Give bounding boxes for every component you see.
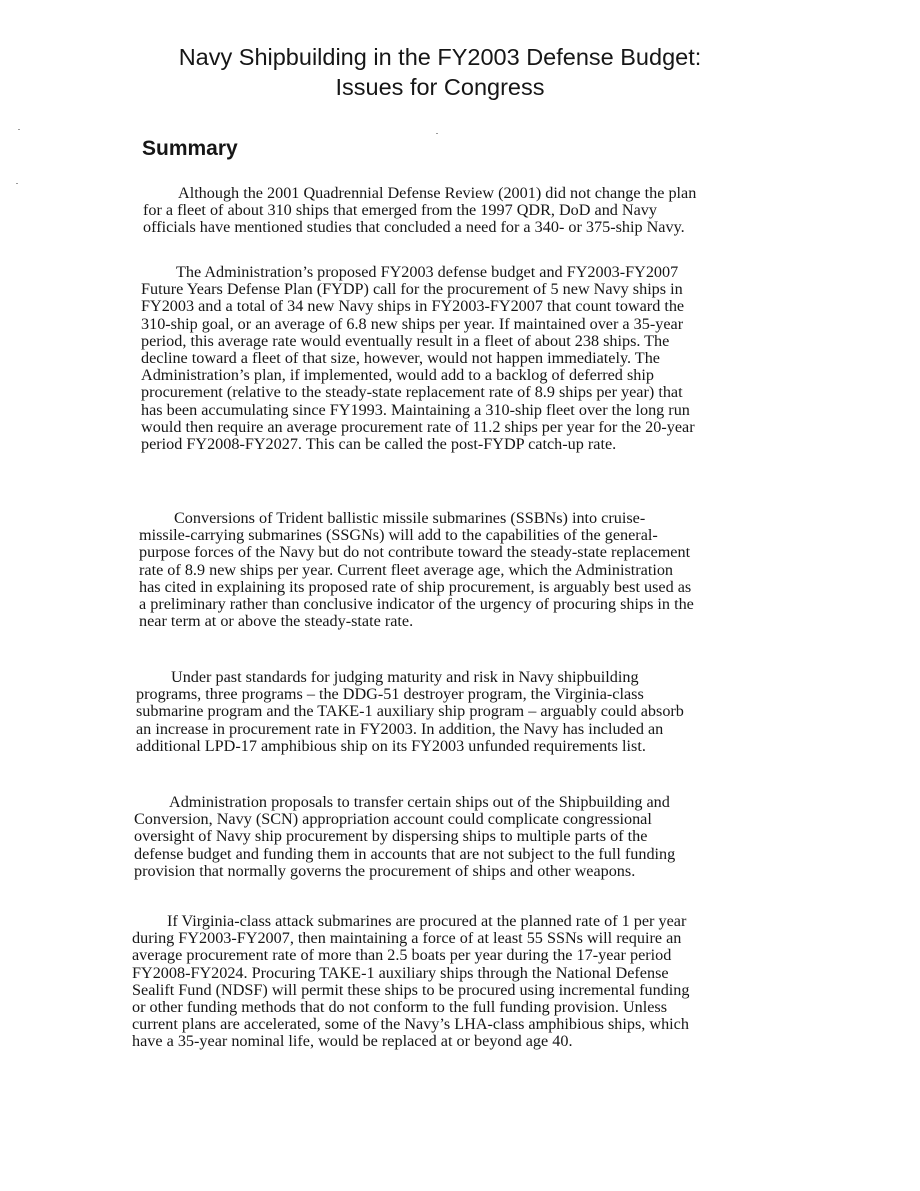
scan-speck [436, 133, 438, 134]
summary-heading: Summary [142, 137, 238, 160]
text-line: 310-ship goal, or an average of 6.8 new ships per year. If maintained over a 35-year [141, 314, 684, 333]
text-line: FY2008-FY2024. Procuring TAKE-1 auxiliary ships through the National Defense [132, 963, 669, 982]
scan-speck [16, 183, 18, 184]
text-line: Conversions of Trident ballistic missile submarines (SSBNs) into cruise- [174, 509, 646, 527]
text-line: procurement (relative to the steady-state replacement rate of 8.9 ships per year) that [141, 383, 683, 402]
paragraph-2 [141, 264, 741, 453]
text-line: would then require an average procurement rate of 11.2 ships per year for the 20-year [141, 417, 695, 436]
paragraph-3 [139, 510, 739, 630]
text-line: average procurement rate of more than 2.5 boats per year during the 17-year period [132, 946, 672, 965]
text-line: oversight of Navy ship procurement by dispersing ships to multiple parts of the [134, 827, 648, 846]
text-line: programs, three programs – the DDG-51 destroyer program, the Virginia-class [136, 685, 644, 704]
text-line: rate of 8.9 new ships per year. Current fleet average age, which the Administration [139, 560, 674, 579]
text-line: If Virginia-class attack submarines are procured at the planned rate of 1 per year [167, 912, 687, 930]
text-line: The Administration’s proposed FY2003 defense budget and FY2003-FY2007 [176, 263, 679, 281]
text-line: have a 35-year nominal life, would be replaced at or beyond age 40. [132, 1032, 573, 1051]
text-line: decline toward a fleet of that size, however, would not happen immediately. The [141, 349, 660, 368]
text-line: near term at or above the steady-state rate. [139, 612, 414, 631]
text-line: purpose forces of the Navy but do not contribute toward the steady-state replacement [139, 543, 691, 562]
text-line: officials have mentioned studies that concluded a need for a 340- or 375-ship Navy. [143, 218, 685, 237]
text-line: missile-carrying submarines (SSGNs) will add to the capabilities of the general- [139, 526, 658, 545]
text-line: Although the 2001 Quadrennial Defense Review (2001) did not change the plan [178, 184, 697, 202]
text-line: Under past standards for judging maturity and risk in Navy shipbuilding [171, 668, 639, 686]
title-line-2: Issues for Congress [335, 74, 545, 100]
text-line: FY2003 and a total of 34 new Navy ships in FY2003-FY2007 that count toward the [141, 297, 685, 316]
paragraph-1 [143, 185, 743, 237]
paragraph-5 [134, 794, 734, 880]
text-line: submarine program and the TAKE-1 auxiliary ship program – arguably could absorb [136, 702, 684, 721]
text-line: Conversion, Navy (SCN) appropriation account could complicate congressional [134, 810, 652, 829]
scan-speck [18, 129, 20, 130]
title-line-1: Navy Shipbuilding in the FY2003 Defense Budget: [178, 44, 702, 70]
text-line: Administration proposals to transfer certain ships out of the Shipbuilding and [169, 793, 670, 811]
text-line: a preliminary rather than conclusive indicator of the urgency of procuring ships in the [139, 595, 694, 614]
text-line: has been accumulating since FY1993. Maintaining a 310-ship fleet over the long run [141, 400, 690, 419]
text-line: current plans are accelerated, some of the Navy’s LHA-class amphibious ships, which [132, 1015, 689, 1034]
text-line: Sealift Fund (NDSF) will permit these ships to be procured using incremental funding [132, 980, 690, 999]
text-line: period FY2008-FY2027. This can be called the post-FYDP catch-up rate. [141, 435, 617, 454]
text-line: an increase in procurement rate in FY2003. In addition, the Navy has included an [136, 719, 664, 738]
text-line: or other funding methods that do not conform to the full funding provision. Unless [132, 998, 668, 1017]
document-title [120, 42, 760, 102]
text-line: period, this average rate would eventually result in a fleet of about 238 ships. The [141, 331, 670, 350]
paragraph-6 [132, 913, 732, 1051]
text-line: for a fleet of about 310 ships that emerged from the 1997 QDR, DoD and Navy [143, 201, 657, 220]
text-line: additional LPD-17 amphibious ship on its FY2003 unfunded requirements list. [136, 736, 646, 755]
text-line: Administration’s plan, if implemented, would add to a backlog of deferred ship [141, 366, 654, 385]
paragraph-4 [136, 669, 736, 755]
text-line: defense budget and funding them in accounts that are not subject to the full funding [134, 844, 676, 863]
text-line: Future Years Defense Plan (FYDP) call for the procurement of 5 new Navy ships in [141, 280, 683, 299]
text-line: during FY2003-FY2007, then maintaining a force of at least 55 SSNs will require an [132, 929, 682, 948]
text-line: provision that normally governs the procurement of ships and other weapons. [134, 861, 636, 880]
text-line: has cited in explaining its proposed rate of ship procurement, is arguably best used as [139, 577, 692, 596]
